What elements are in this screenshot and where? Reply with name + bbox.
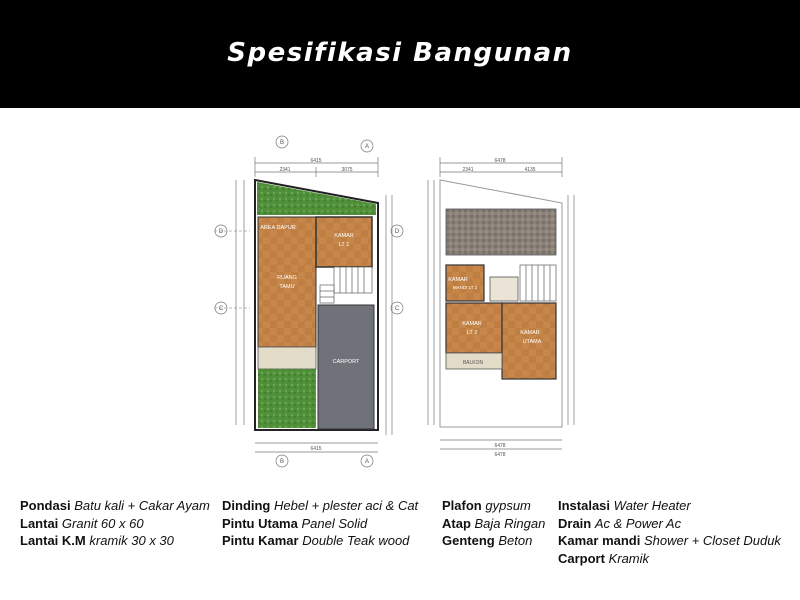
svg-text:A: A xyxy=(364,144,370,150)
svg-text:6478: 6478 xyxy=(494,158,506,164)
spec-item: Lantai K.M kramik 30 x 30 xyxy=(20,533,174,548)
spec-item: Atap Baja Ringan xyxy=(442,515,546,531)
page-title: Spesifikasi Bangunan xyxy=(227,38,573,68)
svg-text:BALKON: BALKON xyxy=(462,360,484,366)
svg-text:AREA DAPUR: AREA DAPUR xyxy=(260,225,296,231)
spec-item: Plafon gypsum xyxy=(442,498,531,513)
spec-item: Kamar mandi Shower + Closet Duduk xyxy=(558,533,781,548)
spec-item: Carport Kramik xyxy=(558,550,650,566)
svg-text:RUANG: RUANG xyxy=(277,275,297,281)
spec-column-3 xyxy=(442,497,545,550)
svg-text:C: C xyxy=(394,306,400,312)
spec-item: Lantai Granit 60 x 60 xyxy=(20,515,144,531)
header-banner xyxy=(0,0,800,108)
svg-text:4135: 4135 xyxy=(524,167,536,173)
svg-text:2341: 2341 xyxy=(279,167,291,173)
svg-text:C: C xyxy=(218,306,224,312)
svg-text:MANDI LT 2: MANDI LT 2 xyxy=(452,285,478,290)
spec-item: Instalasi Water Heater xyxy=(558,498,691,513)
svg-text:6478: 6478 xyxy=(494,452,506,458)
spec-column-2 xyxy=(222,497,418,550)
svg-text:2341: 2341 xyxy=(462,167,474,173)
svg-text:D: D xyxy=(394,229,400,235)
svg-text:LT 2: LT 2 xyxy=(466,330,478,336)
svg-text:CARPORT: CARPORT xyxy=(332,359,360,365)
svg-text:B: B xyxy=(279,459,285,465)
svg-text:6478: 6478 xyxy=(494,443,506,449)
spec-item: Pintu Kamar Double Teak wood xyxy=(222,533,410,548)
spec-column-4 xyxy=(558,497,781,567)
spec-item: Dinding Hebel + plester aci & Cat xyxy=(222,498,419,513)
svg-text:KAMAR: KAMAR xyxy=(334,233,354,239)
svg-text:KAMAR: KAMAR xyxy=(448,277,468,283)
spec-item: Genteng Beton xyxy=(442,533,533,548)
svg-text:3075: 3075 xyxy=(341,167,353,173)
svg-text:D: D xyxy=(218,229,224,235)
svg-text:LT 1: LT 1 xyxy=(338,242,350,248)
spec-item: Drain Ac & Power Ac xyxy=(558,515,682,531)
svg-text:6415: 6415 xyxy=(310,446,322,452)
svg-text:TAMU: TAMU xyxy=(279,284,295,290)
svg-text:B: B xyxy=(279,140,285,146)
svg-text:6415: 6415 xyxy=(310,158,322,164)
spec-item: Pondasi Batu kali + Cakar Ayam xyxy=(20,498,210,513)
svg-text:UTAMA: UTAMA xyxy=(522,339,542,345)
floor-plans xyxy=(200,125,605,480)
svg-text:A: A xyxy=(364,459,370,465)
spec-item: Pintu Utama Panel Solid xyxy=(222,515,368,531)
spec-column-1 xyxy=(20,497,210,550)
svg-text:KAMAR: KAMAR xyxy=(462,321,482,327)
plan-lantai-2 xyxy=(428,157,574,458)
svg-text:KAMAR: KAMAR xyxy=(520,330,540,336)
plan-lantai-1 xyxy=(214,136,403,467)
